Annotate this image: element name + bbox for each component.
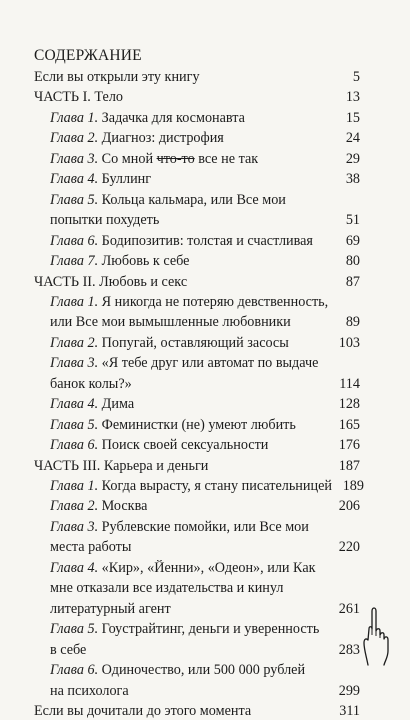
toc-chapter-entry	[50, 294, 360, 311]
toc-chapter-entry	[50, 192, 360, 209]
leader-space	[228, 140, 332, 142]
toc-entry-label	[50, 355, 318, 372]
page-number: 187	[338, 457, 360, 474]
entry-title: Со мной что-то все не так	[101, 150, 259, 167]
chapter-number: Глава 1.	[50, 109, 99, 126]
page-number: 189	[342, 478, 364, 494]
toc-entry-label	[50, 335, 289, 352]
entry-title: банок колы?»	[50, 375, 132, 392]
leader-space	[127, 99, 332, 101]
entry-title: Бодипозитив: толстая и счастливая	[101, 232, 313, 249]
leader-space	[317, 243, 332, 245]
toc-entry-label	[34, 89, 123, 106]
toc-entry-label	[50, 212, 159, 229]
toc-entry-continuation	[50, 376, 360, 393]
entry-title: Поиск своей сексуальности	[101, 437, 269, 454]
pointing-hand-icon	[356, 605, 392, 667]
chapter-number: Глава 4.	[50, 559, 99, 576]
toc-section-entry	[34, 274, 360, 291]
leader-space	[290, 202, 332, 204]
leader-space	[313, 529, 332, 531]
leader-space	[295, 324, 332, 326]
page-number: 24	[345, 130, 360, 147]
toc-entry-label	[50, 233, 313, 250]
chapter-number: Глава 6.	[50, 232, 99, 249]
leader-space	[272, 447, 332, 449]
entry-title: в себе	[50, 641, 87, 658]
entry-title: Феминистки (не) умеют любить	[101, 416, 296, 433]
entry-title: Гоустрайтинг, деньги и уверенность	[101, 621, 320, 638]
leader-space	[136, 386, 332, 388]
toc-entry-label	[50, 110, 245, 127]
toc-chapter-entry	[50, 151, 360, 168]
toc-entry-label	[50, 539, 131, 556]
entry-title: на психолога	[50, 682, 129, 699]
toc-entry-label	[50, 417, 296, 434]
entry-title: Я никогда не потеряю девственность,	[101, 293, 329, 310]
toc-section-entry	[34, 703, 360, 720]
page-number: 206	[338, 498, 360, 515]
toc-chapter-entry	[50, 233, 360, 250]
toc-entry-label	[50, 683, 129, 700]
toc-entry-label	[50, 253, 189, 270]
page-number: 87	[345, 273, 360, 290]
chapter-number: Глава 6.	[50, 437, 99, 454]
page-number: 69	[345, 232, 360, 249]
entry-title: Москва	[101, 498, 148, 515]
toc-entry-label	[50, 396, 134, 413]
entry-title: ЧАСТЬ I. Тело	[34, 89, 123, 106]
leader-space	[138, 406, 332, 408]
page-number: 29	[345, 150, 360, 167]
chapter-number: Глава 7.	[50, 253, 99, 270]
entry-title: или Все мои вымышленные любовники	[50, 314, 291, 331]
chapter-number: Глава 1.	[50, 478, 99, 494]
toc-chapter-entry	[50, 560, 360, 577]
toc-entry-continuation	[50, 314, 360, 331]
entry-title: «Кир», «Йенни», «Одеон», или Как	[101, 559, 316, 576]
chapter-number: Глава 3.	[50, 518, 99, 535]
leader-space	[175, 611, 332, 613]
toc-chapter-entry	[50, 417, 360, 434]
toc-entry-label	[50, 192, 286, 209]
entry-title: мне отказали все издательства и кинул	[50, 580, 284, 597]
page-number: 283	[338, 641, 360, 658]
leader-space	[322, 365, 332, 367]
page-number: 220	[338, 539, 360, 556]
entry-title: Если вы дочитали до этого момента	[34, 702, 252, 719]
toc-entry-label	[50, 376, 132, 393]
leader-space	[193, 263, 332, 265]
leader-space	[249, 120, 332, 122]
toc-entry-label	[50, 621, 319, 638]
toc-entry-label	[50, 478, 332, 495]
entry-title: Дима	[101, 396, 135, 413]
page-number: 311	[339, 702, 360, 719]
entry-title: Рублевские помойки, или Все мои	[101, 518, 309, 535]
entry-title: места работы	[50, 539, 132, 556]
leader-space	[323, 631, 332, 633]
toc-entry-label	[50, 314, 291, 331]
toc-chapter-entry	[50, 253, 360, 270]
chapter-number: Глава 2.	[50, 334, 99, 351]
toc-chapter-entry	[50, 478, 364, 495]
toc-chapter-entry	[50, 396, 360, 413]
toc-entry-label	[34, 458, 208, 475]
toc-entry-label	[50, 437, 268, 454]
page-number: 80	[345, 253, 360, 270]
page-number: 38	[345, 171, 360, 188]
page-number: 15	[345, 109, 360, 126]
chapter-number: Глава 2.	[50, 498, 99, 515]
page-number: 89	[345, 314, 360, 331]
page-number: 176	[338, 437, 360, 454]
toc-entry-continuation	[50, 580, 360, 597]
leader-space	[163, 222, 332, 224]
toc-section-entry	[34, 89, 360, 106]
toc-chapter-entry	[50, 130, 360, 147]
toc-chapter-entry	[50, 355, 360, 372]
leader-space	[133, 693, 332, 695]
entry-title: Одиночество, или 500 000 рублей	[101, 662, 306, 679]
page-number: 13	[345, 89, 360, 106]
toc-chapter-entry	[50, 335, 360, 352]
chapter-number: Глава 5.	[50, 191, 99, 208]
chapter-number: Глава 5.	[50, 621, 99, 638]
chapter-number: Глава 3.	[50, 150, 99, 167]
page-number: 114	[339, 375, 360, 392]
toc-entry-label	[50, 580, 283, 597]
toc-entry-continuation	[50, 683, 360, 700]
toc-chapter-entry	[50, 519, 360, 536]
toc-section-entry	[34, 69, 360, 86]
toc-entry-label	[50, 601, 171, 618]
page-number: 5	[352, 69, 360, 85]
toc-entry-label	[50, 130, 224, 147]
entry-title: «Я тебе друг или автомат по выдаче	[101, 355, 319, 372]
toc-entry-continuation	[50, 212, 360, 229]
leader-space	[300, 427, 332, 429]
toc-entry-continuation	[50, 601, 360, 618]
page-number: 51	[345, 212, 360, 229]
toc-entry-label	[50, 560, 316, 577]
page-number: 128	[338, 396, 360, 413]
toc-entry-label	[50, 519, 309, 536]
toc-entry-label	[50, 294, 328, 311]
toc-entry-label	[50, 498, 147, 515]
chapter-number: Глава 2.	[50, 130, 99, 147]
toc-entry-label	[50, 151, 258, 168]
entry-title: литературный агент	[50, 600, 171, 617]
toc-chapter-entry	[50, 662, 360, 679]
leader-space	[293, 345, 332, 347]
toc-entry-label	[34, 69, 200, 86]
page-number: 103	[338, 334, 360, 351]
leader-space	[255, 713, 332, 715]
entry-title: Попугай, оставляющий засосы	[101, 334, 289, 351]
entry-title: Кольца кальмара, или Все мои	[101, 191, 286, 208]
page-number: 165	[338, 416, 360, 433]
toc-entry-continuation	[50, 539, 360, 556]
entry-title: Если вы открыли эту книгу	[34, 69, 200, 85]
toc-entry-label	[34, 703, 251, 720]
leader-space	[287, 590, 332, 592]
toc-chapter-entry	[50, 437, 360, 454]
leader-space	[309, 672, 332, 674]
leader-space	[262, 161, 332, 163]
leader-space	[151, 508, 332, 510]
entry-title: Любовь к себе	[101, 253, 190, 270]
entry-title: Когда вырасту, я стану писательницей	[101, 478, 332, 494]
toc-entry-continuation	[50, 642, 360, 659]
page-number: 299	[338, 682, 360, 699]
toc-entry-label	[50, 642, 86, 659]
leader-space	[191, 284, 332, 286]
leader-space	[320, 570, 332, 572]
page-number: 261	[338, 600, 360, 617]
toc-chapter-entry	[50, 110, 360, 127]
entry-title: Диагноз: дистрофия	[101, 130, 224, 147]
entry-title: ЧАСТЬ III. Карьера и деньги	[34, 457, 209, 474]
entry-title: ЧАСТЬ II. Любовь и секс	[34, 273, 188, 290]
chapter-number: Глава 3.	[50, 355, 99, 372]
toc-entry-label	[50, 171, 151, 188]
entry-title: попытки похудеть	[50, 212, 160, 229]
chapter-number: Глава 4.	[50, 171, 99, 188]
toc-section-entry	[34, 458, 360, 475]
entry-title: Буллинг	[101, 171, 152, 188]
leader-space	[204, 79, 332, 81]
page-title: СОДЕРЖАНИЕ	[34, 47, 142, 64]
entry-title: Задачка для космонавта	[101, 109, 245, 126]
chapter-number: Глава 6.	[50, 662, 99, 679]
toc-chapter-entry	[50, 621, 360, 638]
leader-space	[155, 181, 332, 183]
chapter-number: Глава 4.	[50, 396, 99, 413]
leader-space	[212, 468, 332, 470]
toc-chapter-entry	[50, 498, 360, 515]
toc-entry-label	[34, 274, 187, 291]
chapter-number: Глава 5.	[50, 416, 99, 433]
toc-chapter-entry	[50, 171, 360, 188]
chapter-number: Глава 1.	[50, 293, 99, 310]
toc-entry-label	[50, 662, 305, 679]
leader-space	[135, 549, 332, 551]
leader-space	[90, 652, 332, 654]
